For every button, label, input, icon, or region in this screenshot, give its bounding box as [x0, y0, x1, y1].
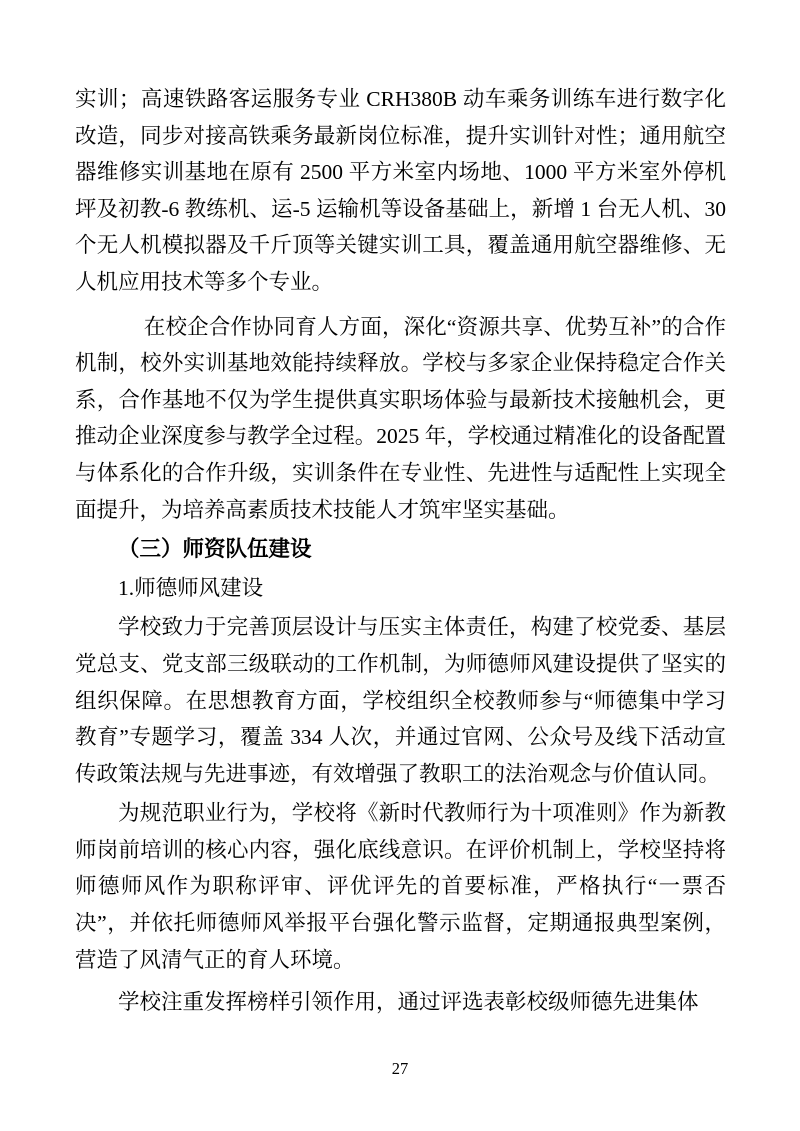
paragraph-continuation: 实训；高速铁路客运服务专业 CRH380B 动车乘务训练车进行数字化改造，同步对接高铁乘务最新岗位标准，提升实训针对性；通用航空器维修实训基地在原有 2500 平方米室内场地、1000 平方米室外停机坪及初教-6 教练机、运-5 运输机等设备基础上，新增 1 台无人机、30 个无人机模拟器及千斤顶等关键实训工具，覆盖通用航空器维修、无人机应用技术等多个专业。 [75, 87, 726, 294]
paragraph: 学校致力于完善顶层设计与压实主体责任，构建了校党委、基层党总支、党支部三级联动的工作机制，为师德师风建设提供了坚实的组织保障。在思想教育方面，学校组织全校教师参与“师德集中学习教育”专题学习，覆盖 334 人次，并通过官网、公众号及线下活动宣传政策法规与先进事迹，有效增强了教职工的法治观念与价值认同。 [75, 615, 726, 786]
paragraph: 为规范职业行为，学校将《新时代教师行为十项准则》作为新教师岗前培训的核心内容，强化底线意识。在评价机制上，学校坚持将师德师风作为职称评审、评优评先的首要标准，严格执行“一票否决”，并依托师德师风举报平台强化警示监督，定期通报典型案例，营造了风清气正的育人环境。 [75, 801, 726, 972]
page-number: 27 [391, 1059, 409, 1078]
section-heading: （三）师资队伍建设 [118, 537, 312, 562]
paragraph: 在校企合作协同育人方面，深化“资源共享、优势互补”的合作机制，校外实训基地效能持续释放。学校与多家企业保持稳定合作关系，合作基地不仅为学生提供真实职场体验与最新技术接触机会，更推动企业深度参与教学全过程。2025 年，学校通过精准化的设备配置与体系化的合作升级，实训条件在专业性、先进性与适配性上实现全面提升，为培养高素质技术技能人才筑牢坚实基础。 [75, 314, 726, 522]
subsection-heading: 1.师德师风建设 [118, 575, 264, 600]
paragraph: 学校注重发挥榜样引领作用，通过评选表彰校级师德先进集体 [118, 990, 699, 1015]
document-body [75, 81, 726, 1021]
